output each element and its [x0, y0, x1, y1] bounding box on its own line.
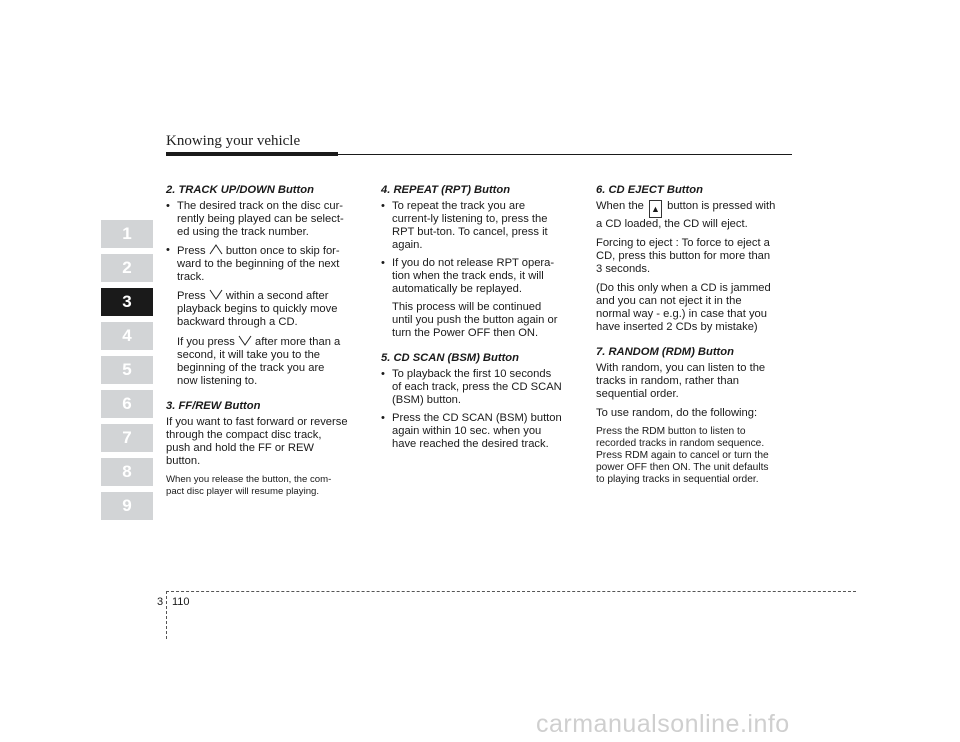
paragraph: To use random, do the following: [596, 407, 758, 419]
track-down-icon [209, 289, 223, 300]
column-1 [166, 184, 348, 504]
chapter-tab-8[interactable]: 8 [101, 458, 153, 486]
paragraph: This process will be continued until you push the button again or turn the Power OFF then ON. [392, 301, 558, 339]
bullet-item: • To repeat the track you are current-ly listening to, press the RPT but-ton. To cancel, press it again. [381, 200, 548, 251]
header-rule-thin [338, 154, 792, 155]
section-heading: 6. CD EJECT Button [596, 184, 703, 196]
paragraph: Press within a second after playback begins to quickly move backward through a CD. [177, 290, 338, 328]
footer-page-number: 110 [172, 596, 190, 608]
column-3 [596, 184, 778, 492]
chapter-tab-3[interactable]: 3 [101, 288, 153, 316]
chapter-tab-2[interactable]: 2 [101, 254, 153, 282]
bullet-item: • To playback the first 10 seconds of each track, press the CD SCAN (BSM) button. [381, 368, 562, 406]
paragraph: Forcing to eject : To force to eject a CD, press this button for more than 3 seconds. [596, 237, 771, 275]
footer-rule [166, 591, 856, 592]
track-down-icon [238, 335, 252, 346]
bullet-item: • Press the CD SCAN (BSM) button again within 10 sec. when you have reached the desired track. [381, 412, 562, 450]
paragraph: When you release the button, the com-pact disc player will resume playing. [166, 474, 332, 497]
paragraph: With random, you can listen to the tracks in random, rather than sequential order. [596, 362, 766, 400]
chapter-tab-1[interactable]: 1 [101, 220, 153, 248]
bullet-item: • The desired track on the disc cur-rently being played can be select-ed using the track number. [166, 200, 344, 238]
watermark: carmanualsonline.info [536, 710, 790, 738]
paragraph: Press the RDM button to listen to recorded tracks in random sequence. Press RDM again to cancel or turn the power OFF then ON. The unit defaults to playing tracks in sequential order. [596, 426, 769, 485]
bullet-item: • If you do not release RPT opera-tion when the track ends, it will automatically be replayed. [381, 257, 555, 295]
footer-vertical-rule [166, 591, 167, 639]
bullet-item: • Press button once to skip for-ward to the beginning of the next track. [166, 244, 340, 283]
header-title: Knowing your vehicle [166, 133, 301, 149]
chapter-tab-7[interactable]: 7 [101, 424, 153, 452]
section-heading: 4. REPEAT (RPT) Button [381, 184, 511, 196]
section-heading: 2. TRACK UP/DOWN Button [166, 184, 314, 196]
eject-icon: ▲ [649, 200, 662, 218]
footer-chapter-number: 3 [157, 596, 164, 608]
chapter-tab-9[interactable]: 9 [101, 492, 153, 520]
paragraph: If you press after more than a second, it will take you to the beginning of the track you are now listening to. [177, 336, 341, 387]
paragraph: (Do this only when a CD is jammed and you can not eject it in the normal way - e.g.) in case that you have inserted 2 CDs by mistake) [596, 282, 771, 333]
paragraph: If you want to fast forward or reverse through the compact disc track, push and hold the FF or REW button. [166, 416, 348, 467]
paragraph: When the ▲ button is pressed with a CD loaded, the CD will eject. [596, 200, 776, 230]
track-up-icon [209, 244, 223, 255]
column-2 [381, 184, 563, 456]
section-heading: 5. CD SCAN (BSM) Button [381, 352, 519, 364]
section-heading: 3. FF/REW Button [166, 400, 261, 412]
chapter-tab-5[interactable]: 5 [101, 356, 153, 384]
header-rule-thick [166, 152, 338, 156]
chapter-tab-6[interactable]: 6 [101, 390, 153, 418]
section-heading: 7. RANDOM (RDM) Button [596, 346, 734, 358]
chapter-tab-4[interactable]: 4 [101, 322, 153, 350]
